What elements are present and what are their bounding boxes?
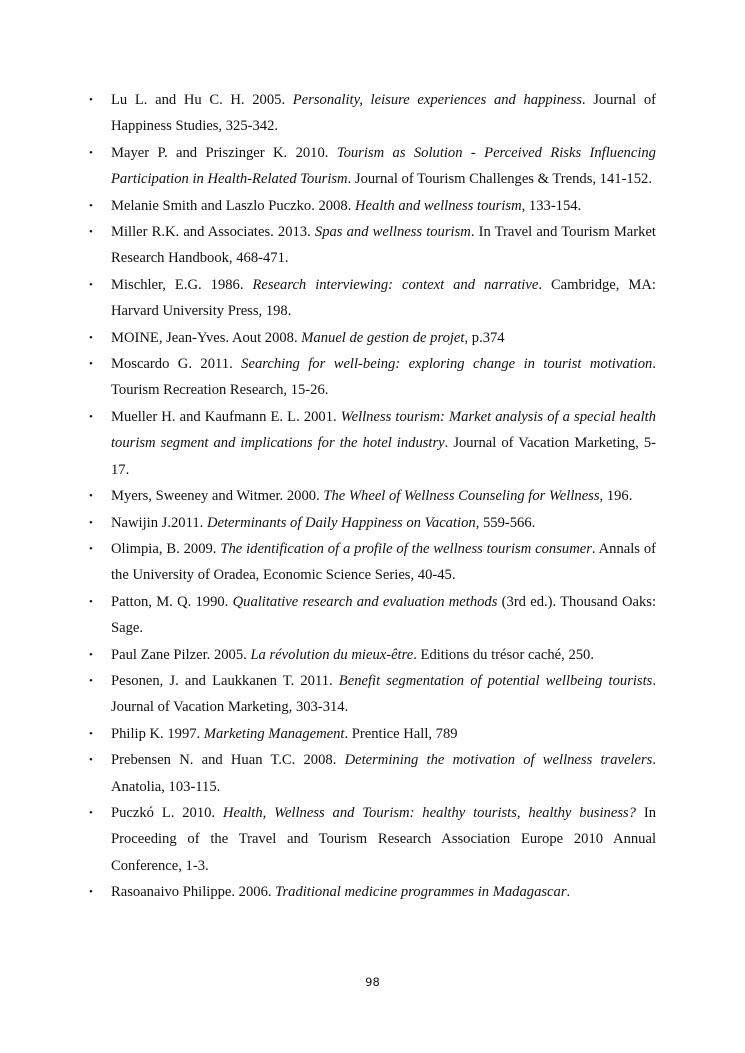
reference-title: Spas and wellness tourism — [314, 224, 471, 241]
reference-title: Health and wellness tourism — [355, 197, 522, 214]
reference-source: . — [566, 884, 571, 901]
reference-authors: Lu L. and Hu C. H. 2005. — [111, 92, 293, 108]
reference-title: Marketing Management — [203, 725, 345, 742]
reference-source: . Journal of Vacation Marketing, 303-314. — [111, 672, 657, 716]
reference-title: La révolution du mieux-être — [250, 646, 414, 663]
bullet-icon: • — [89, 358, 93, 371]
reference-source: . Journal of Vacation Marketing, 5-17. — [111, 435, 656, 478]
reference-item — [89, 219, 656, 272]
reference-item — [89, 747, 657, 800]
reference-title: The Wheel of Wellness Counseling for Wellness — [323, 488, 600, 505]
bullet-icon: • — [89, 94, 93, 106]
reference-source: . Journal of Tourism Challenges & Trends, 141-152. — [347, 171, 652, 188]
bullet-icon: • — [89, 331, 93, 344]
reference-authors: Mischler, E.G. 1986. — [111, 276, 253, 293]
reference-authors: Mayer P. and Priszinger K. 2010. — [111, 144, 337, 161]
reference-source: . Prentice Hall, 789 — [344, 725, 458, 742]
reference-title: Determining the motivation of wellness travelers — [344, 752, 653, 769]
bullet-icon: • — [89, 516, 93, 529]
reference-source: . Annals of the University of Oradea, Economic Science Series, 40-45. — [111, 540, 656, 584]
reference-item — [89, 140, 656, 193]
reference-authors: Mueller H. and Kaufmann E. L. 2001. — [111, 408, 341, 425]
bullet-icon: • — [89, 226, 93, 239]
reference-title: Searching for well-being: exploring change in tourist motivation — [241, 356, 653, 373]
reference-title: The identification of a profile of the wellness tourism consumer — [220, 540, 592, 557]
reference-title: Determinants of Daily Happiness on Vacation — [206, 514, 476, 531]
reference-item — [89, 800, 656, 879]
bullet-icon: • — [89, 754, 93, 767]
reference-item — [89, 87, 656, 140]
reference-item — [89, 325, 656, 351]
reference-item — [89, 721, 656, 747]
reference-source: , 196. — [599, 488, 633, 505]
reference-item — [89, 642, 656, 668]
reference-title: Research interviewing: context and narrative — [252, 276, 539, 293]
reference-item — [89, 272, 656, 325]
reference-item — [89, 404, 656, 483]
reference-title: Health, Wellness and Tourism: healthy tourists, healthy business? — [222, 804, 636, 821]
reference-source: , p.374 — [464, 329, 505, 346]
reference-authors: Prebensen N. and Huan T.C. 2008. — [111, 752, 345, 769]
reference-title: Personality, leisure experiences and happiness — [292, 92, 582, 108]
reference-source: (3rd ed.). Thousand Oaks: Sage. — [111, 593, 657, 637]
bullet-icon: • — [89, 727, 93, 740]
reference-authors: Moscardo G. 2011. — [111, 356, 242, 373]
reference-authors: Paul Zane Pilzer. 2005. — [111, 646, 251, 663]
reference-source: In Proceeding of the Travel and Tourism Research Association Europe 2010 Annual Conference, 1-3. — [111, 804, 656, 874]
reference-title: Tourism as Solution - Perceived Risks Influencing Participation in Health-Related Tourism — [111, 144, 656, 188]
reference-authors: Olimpia, B. 2009. — [111, 540, 221, 557]
bullet-icon: • — [89, 886, 93, 899]
reference-source: . Cambridge, MA: Harvard University Press, 198. — [111, 276, 656, 320]
reference-source: . Editions du trésor caché, 250. — [413, 646, 594, 663]
bullet-icon: • — [89, 490, 93, 503]
reference-item — [89, 483, 656, 509]
reference-item — [89, 510, 656, 536]
reference-item — [89, 536, 656, 589]
reference-authors: Puczkó L. 2010. — [111, 804, 223, 821]
bullet-icon: • — [89, 674, 93, 687]
reference-title: Manuel de gestion de projet — [301, 329, 465, 346]
reference-title: Traditional medicine programmes in Madagascar — [275, 884, 567, 901]
reference-authors: Philip K. 1997. — [111, 725, 204, 742]
reference-authors: Rasoanaivo Philippe. 2006. — [111, 884, 276, 901]
reference-authors: Myers, Sweeney and Witmer. 2000. — [111, 488, 324, 505]
reference-item — [89, 589, 657, 642]
bullet-icon: • — [89, 146, 93, 159]
reference-source: . Anatolia, 103-115. — [111, 752, 657, 795]
reference-item — [89, 668, 657, 721]
bullet-icon: • — [89, 542, 93, 555]
bullet-icon: • — [89, 595, 93, 608]
reference-item — [89, 193, 656, 219]
reference-authors: Patton, M. Q. 1990. — [111, 593, 233, 610]
reference-title: Benefit segmentation of potential wellbeing tourists — [338, 672, 653, 689]
reference-authors: MOINE, Jean-Yves. Aout 2008. — [111, 329, 302, 346]
reference-source: . Tourism Recreation Research, 15-26. — [111, 356, 656, 399]
reference-authors: Miller R.K. and Associates. 2013. — [111, 224, 315, 241]
bullet-icon: • — [89, 199, 93, 212]
reference-title: Wellness tourism: Market analysis of a special health tourism segment and implications for the hotel industry — [111, 408, 656, 452]
reference-item — [89, 879, 656, 905]
reference-source: . In Travel and Tourism Market Research Handbook, 468-471. — [111, 224, 656, 267]
bullet-icon: • — [89, 410, 93, 423]
bullet-icon: • — [89, 648, 93, 661]
reference-authors: Nawijin J.2011. — [111, 514, 207, 531]
reference-source: , 133-154. — [521, 197, 582, 214]
reference-authors: Pesonen, J. and Laukkanen T. 2011. — [111, 672, 339, 689]
bullet-icon: • — [89, 806, 93, 819]
reference-item — [89, 351, 656, 404]
reference-source: , 559-566. — [475, 514, 536, 531]
reference-title: Qualitative research and evaluation methods — [232, 593, 498, 610]
reference-list — [0, 87, 745, 906]
bullet-icon: • — [89, 278, 93, 291]
reference-source: . Journal of Happiness Studies, 325-342. — [111, 92, 656, 135]
page-number: 98 — [365, 975, 380, 989]
reference-authors: Melanie Smith and Laszlo Puczko. 2008. — [111, 197, 355, 214]
